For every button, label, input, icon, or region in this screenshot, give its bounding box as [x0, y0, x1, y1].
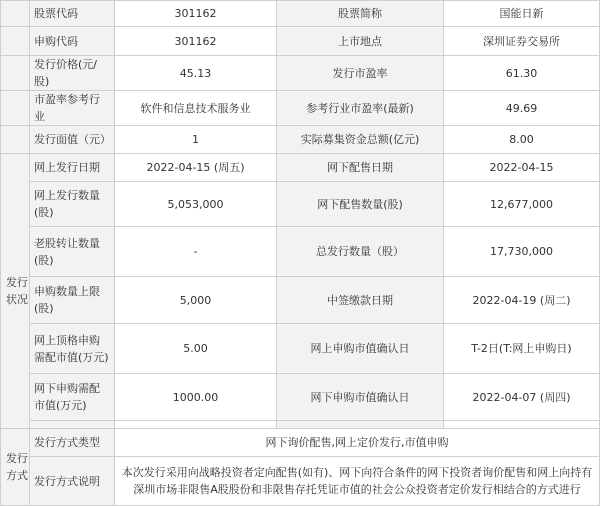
offline-date-label: 网下配售日期 — [277, 154, 444, 182]
sub-limit-label: 申购数量上限(股) — [30, 277, 115, 324]
industry-value: 软件和信息技术服务业 — [115, 91, 277, 126]
table-row — [1, 1, 600, 27]
online-qty-label: 网上发行数量(股) — [30, 182, 115, 227]
table-row — [1, 227, 600, 277]
section-status-text: 发行状况 — [6, 276, 28, 306]
online-date-label: 网上发行日期 — [30, 154, 115, 182]
industry-pe-value: 49.69 — [444, 91, 600, 126]
section-status-label — [1, 154, 30, 429]
side-blank — [1, 91, 30, 126]
offline-date-value: 2022-04-15 — [444, 154, 600, 182]
spacer-cell — [444, 421, 600, 429]
par-label: 发行面值（元） — [30, 126, 115, 154]
online-mv-value: 5.00 — [115, 324, 277, 374]
table-row — [1, 126, 600, 154]
offline-mv-value: 1000.00 — [115, 374, 277, 421]
table-row — [1, 421, 600, 429]
method-type-label: 发行方式类型 — [30, 429, 115, 457]
spacer-cell — [277, 421, 444, 429]
sub-code-label: 申购代码 — [30, 27, 115, 56]
stock-name-value: 国能日新 — [444, 1, 600, 27]
table-row — [1, 324, 600, 374]
online-qty-value: 5,053,000 — [115, 182, 277, 227]
offline-mv-label: 网下申购需配市值(万元) — [30, 374, 115, 421]
listing-label: 上市地点 — [277, 27, 444, 56]
raised-value: 8.00 — [444, 126, 600, 154]
side-blank — [1, 126, 30, 154]
sub-limit-value: 5,000 — [115, 277, 277, 324]
pe-value: 61.30 — [444, 56, 600, 91]
online-mv-date-label: 网上申购市值确认日 — [277, 324, 444, 374]
total-qty-label: 总发行数量（股） — [277, 227, 444, 277]
method-type-value: 网下询价配售,网上定价发行,市值申购 — [115, 429, 600, 457]
table-row — [1, 457, 600, 506]
spacer-cell — [115, 421, 277, 429]
table-row — [1, 56, 600, 91]
section-method-label — [1, 429, 30, 506]
table-row — [1, 27, 600, 56]
payment-date-label: 中签缴款日期 — [277, 277, 444, 324]
sub-code-value: 301162 — [115, 27, 277, 56]
method-desc-label: 发行方式说明 — [30, 457, 115, 506]
table-row — [1, 277, 600, 324]
stock-code-label: 股票代码 — [30, 1, 115, 27]
stock-code-value: 301162 — [115, 1, 277, 27]
total-qty-value: 17,730,000 — [444, 227, 600, 277]
price-label: 发行价格(元/股) — [30, 56, 115, 91]
par-value: 1 — [115, 126, 277, 154]
industry-pe-label: 参考行业市盈率(最新) — [277, 91, 444, 126]
side-blank — [1, 1, 30, 27]
table-row — [1, 154, 600, 182]
pe-label: 发行市盈率 — [277, 56, 444, 91]
old-shares-label: 老股转让数量(股) — [30, 227, 115, 277]
table-row — [1, 374, 600, 421]
side-blank — [1, 27, 30, 56]
table-row — [1, 429, 600, 457]
stock-name-label: 股票简称 — [277, 1, 444, 27]
industry-label: 市盈率参考行业 — [30, 91, 115, 126]
offline-mv-date-label: 网下申购市值确认日 — [277, 374, 444, 421]
spacer-cell — [30, 421, 115, 429]
table-row — [1, 182, 600, 227]
price-value: 45.13 — [115, 56, 277, 91]
online-mv-label: 网上顶格申购需配市值(万元) — [30, 324, 115, 374]
raised-label: 实际募集资金总额(亿元) — [277, 126, 444, 154]
online-date-value: 2022-04-15 (周五) — [115, 154, 277, 182]
table-row — [1, 91, 600, 126]
online-mv-date-value: T-2日(T:网上申购日) — [444, 324, 600, 374]
payment-date-value: 2022-04-19 (周二) — [444, 277, 600, 324]
offline-qty-label: 网下配售数量(股) — [277, 182, 444, 227]
method-desc-value: 本次发行采用向战略投资者定向配售(如有)、网下向符合条件的网下投资者询价配售和网上向持有深圳市场非限售A股股份和非限售存托凭证市值的社会公众投资者定价发行相结合的方式进行 — [115, 457, 600, 506]
old-shares-value: - — [115, 227, 277, 277]
section-method-text: 发行方式 — [6, 452, 28, 482]
offline-mv-date-value: 2022-04-07 (周四) — [444, 374, 600, 421]
side-blank — [1, 56, 30, 91]
listing-value: 深圳证券交易所 — [444, 27, 600, 56]
offline-qty-value: 12,677,000 — [444, 182, 600, 227]
